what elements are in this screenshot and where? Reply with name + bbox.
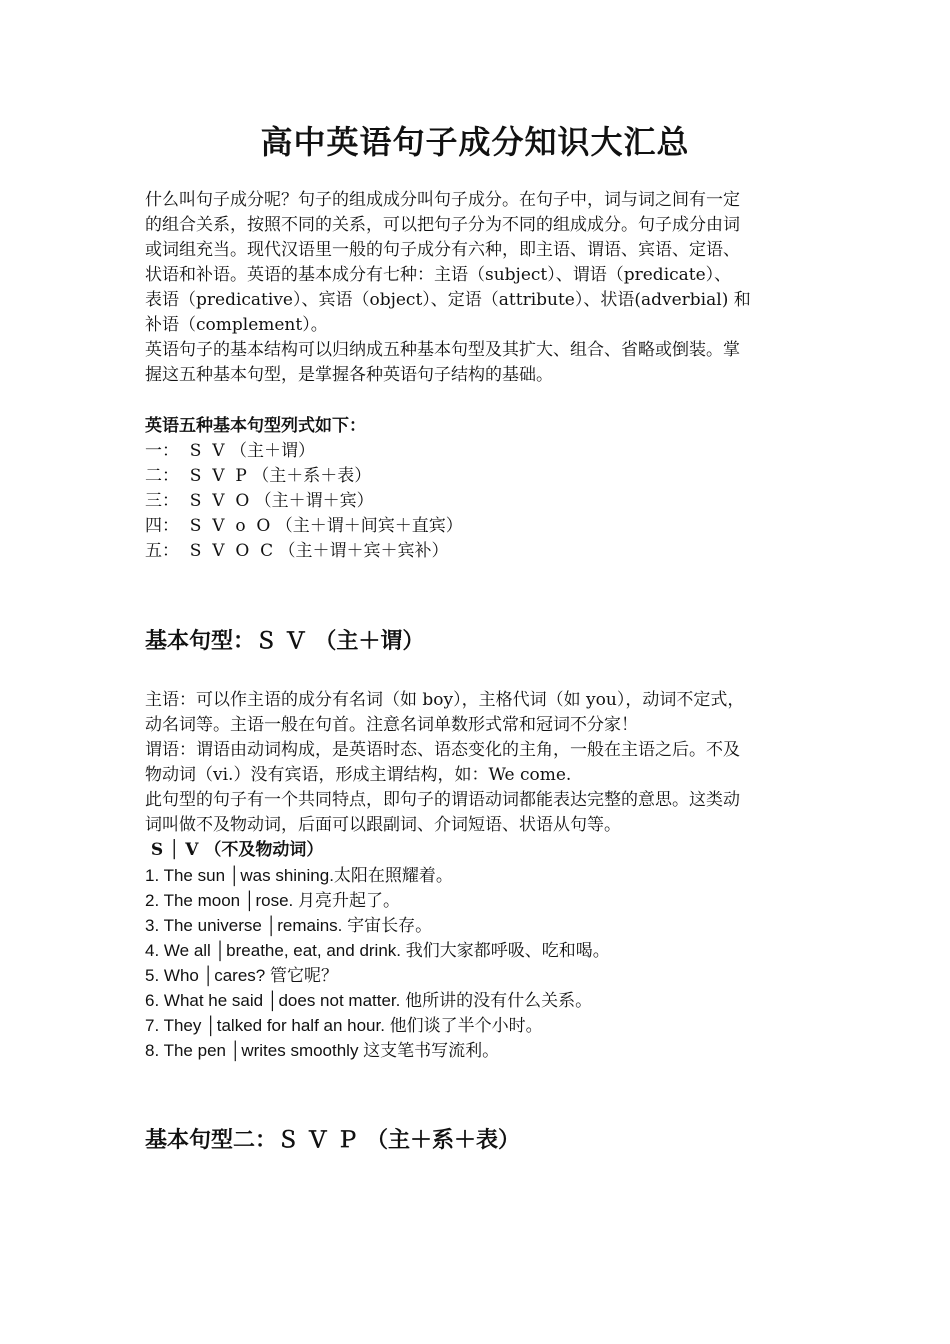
intro-line: 的组合关系，按照不同的关系，可以把句子分为不同的组成成分。句子成分由词: [145, 215, 740, 235]
pattern-row: 四： S V o O （主＋谓＋间宾＋直宾）: [145, 516, 463, 536]
section-heading-sv: 基本句型：Ｓ Ｖ （主＋谓）: [145, 628, 425, 654]
intro-line: 或词组充当。现代汉语里一般的句子成分有六种，即主语、谓语、宾语、定语、: [145, 240, 740, 260]
intro-line: 表语（predicative）、宾语（object）、定语（attribute）、状语(adverbial) 和: [145, 290, 751, 310]
example-sentence: 6. What he said │does not matter. 他所讲的没有什么关系。: [145, 991, 593, 1010]
section-heading-svp: 基本句型二：Ｓ Ｖ Ｐ （主＋系＋表）: [145, 1127, 520, 1153]
example-sentence: 2. The moon │rose. 月亮升起了。: [145, 891, 400, 910]
sv-label: S │ V （不及物动词）: [145, 840, 324, 860]
section-line: 主语：可以作主语的成分有名词（如 boy），主格代词（如 you），动词不定式，: [145, 690, 745, 710]
intro-line: 状语和补语。英语的基本成分有七种：主语（subject）、谓语（predicate）、: [145, 265, 732, 285]
pattern-row: 一： S V （主＋谓）: [145, 441, 315, 461]
intro-line: 握这五种基本句型，是掌握各种英语句子结构的基础。: [145, 365, 553, 385]
example-sentence: 1. The sun │was shining.太阳在照耀着。: [145, 866, 453, 885]
page-title: 高中英语句子成分知识大汇总: [260, 123, 690, 161]
section-line: 谓语：谓语由动词构成，是英语时态、语态变化的主角，一般在主语之后。不及: [145, 740, 740, 760]
intro-line: 英语句子的基本结构可以归纳成五种基本句型及其扩大、组合、省略或倒装。掌: [145, 340, 740, 360]
example-sentence: 4. We all │breathe, eat, and drink. 我们大家都呼吸、吃和喝。: [145, 941, 610, 960]
pattern-row: 五： S V O C （主＋谓＋宾＋宾补）: [145, 541, 449, 561]
example-sentence: 8. The pen │writes smoothly 这支笔书写流利。: [145, 1041, 500, 1060]
patterns-heading: 英语五种基本句型列式如下：: [145, 416, 366, 436]
example-sentence: 7. They │talked for half an hour. 他们谈了半个小时。: [145, 1016, 543, 1035]
section-sv-body: [145, 688, 825, 1063]
intro-line: 补语（complement）。: [145, 315, 328, 335]
patterns-list: [145, 414, 825, 564]
section-line: 物动词（vi.）没有宾语，形成主谓结构，如：We come.: [145, 765, 572, 785]
pattern-row: 三： S V O （主＋谓＋宾）: [145, 491, 374, 511]
example-sentence: 5. Who │cares? 管它呢？: [145, 966, 338, 985]
section-line: 词叫做不及物动词，后面可以跟副词、介词短语、状语从句等。: [145, 815, 621, 835]
section-line: 动名词等。主语一般在句首。注意名词单数形式常和冠词不分家！: [145, 715, 638, 735]
section-line: 此句型的句子有一个共同特点，即句子的谓语动词都能表达完整的意思。这类动: [145, 790, 740, 810]
intro-line: 什么叫句子成分呢？句子的组成成分叫句子成分。在句子中，词与词之间有一定: [145, 190, 740, 210]
pattern-row: 二： S V P （主＋系＋表）: [145, 466, 372, 486]
example-sentence: 3. The universe │remains. 宇宙长存。: [145, 916, 433, 935]
intro-paragraph: [145, 188, 825, 388]
